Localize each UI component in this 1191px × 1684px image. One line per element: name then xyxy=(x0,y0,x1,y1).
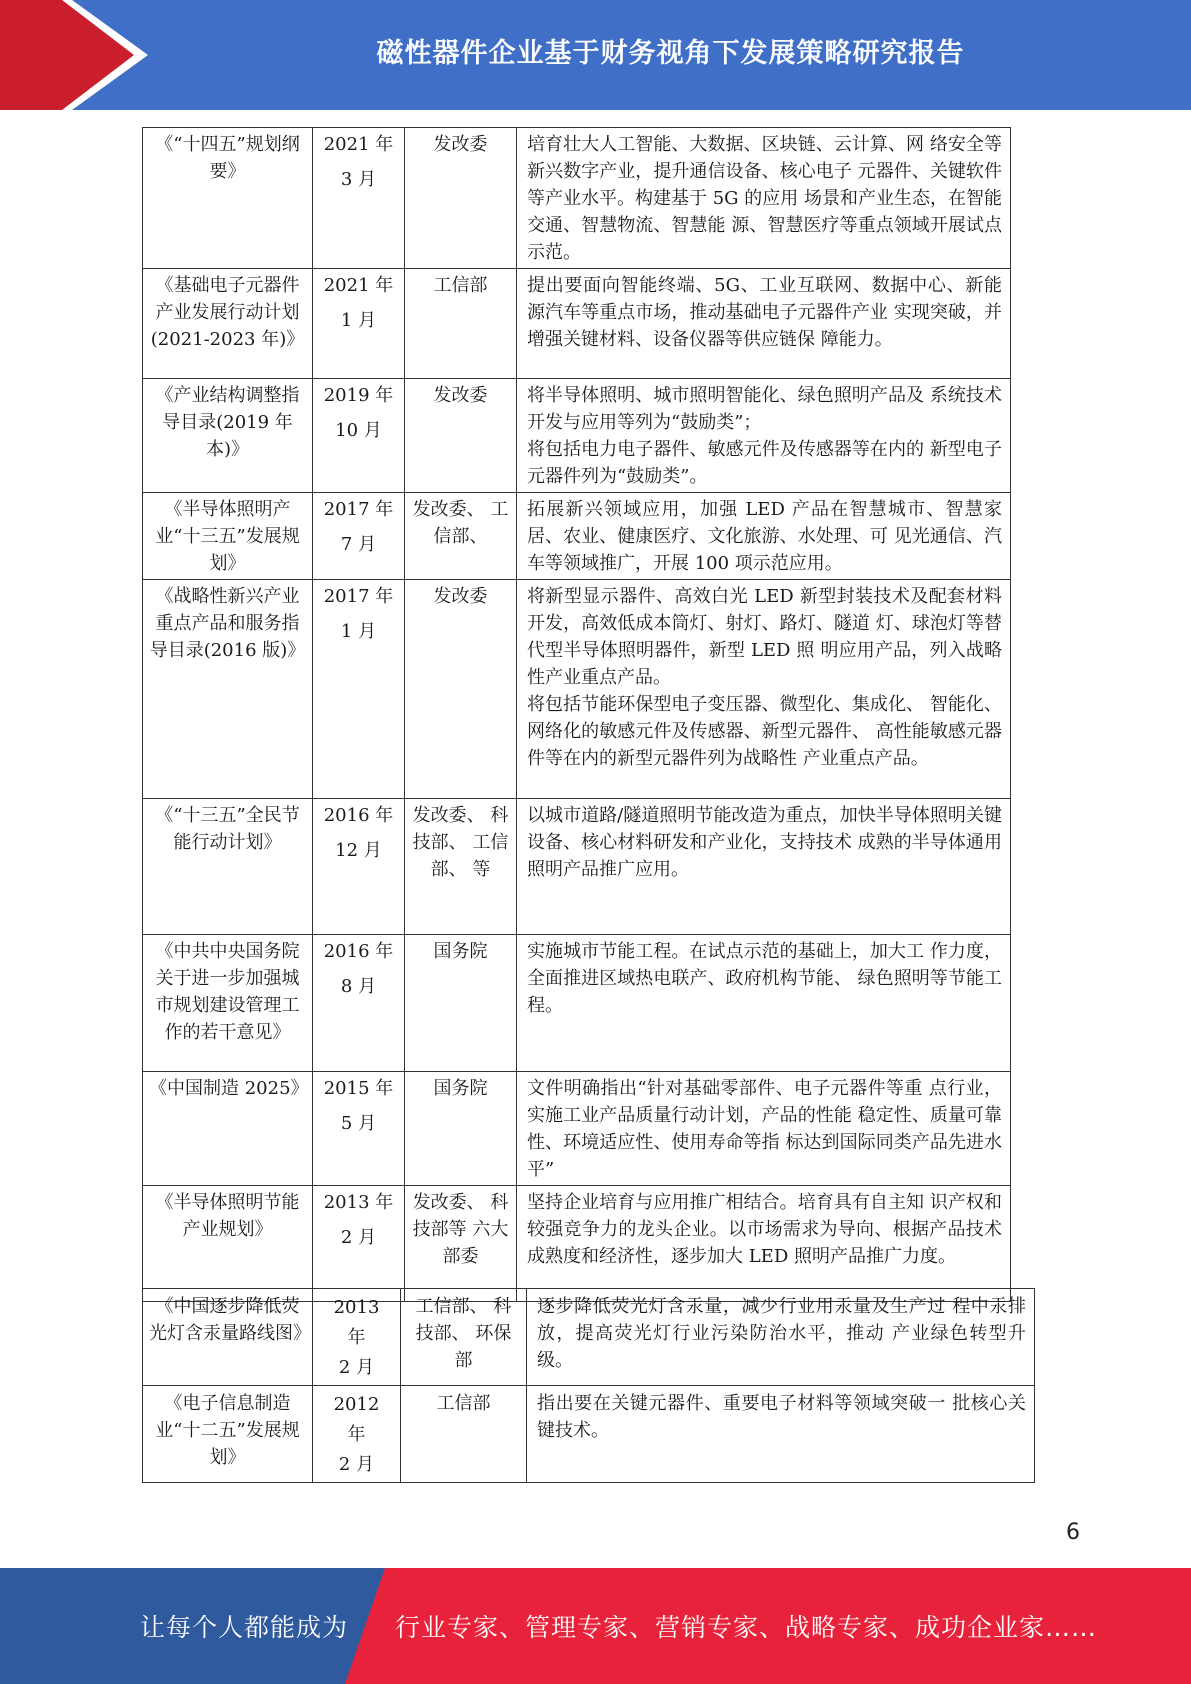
policy-date xyxy=(313,799,405,935)
date-month: 2 月 xyxy=(338,1357,375,1378)
policy-content: 实施城市节能工程。在试点示范的基础上，加大工 作力度，全面推进区域热电联产、政府机构节能、 绿色照明等节能工程。 xyxy=(517,935,1011,1072)
policy-department: 工信部 xyxy=(401,1386,527,1483)
policy-date xyxy=(313,1289,401,1386)
policy-name: 《基础电子元器件产业发展行动计划(2021-2023 年)》 xyxy=(143,269,313,379)
date-year: 2013 xyxy=(333,1297,380,1318)
date-year: 2016 年 xyxy=(323,941,394,962)
policy-date xyxy=(313,580,405,799)
page-footer xyxy=(0,1568,1191,1684)
policy-name: 《战略性新兴产业重点产品和服务指导目录(2016 版)》 xyxy=(143,580,313,799)
table-row xyxy=(143,1072,1011,1186)
date-year: 2017 年 xyxy=(323,499,394,520)
table-row xyxy=(143,1289,1035,1386)
document-title: 磁性器件企业基于财务视角下发展策略研究报告 xyxy=(376,37,965,69)
policy-department: 发改委 xyxy=(405,379,517,493)
policy-content: 逐步降低荧光灯含汞量，减少行业用汞量及生产过 程中汞排放，提高荧光灯行业污染防治水平，推动 产业绿色转型升级。 xyxy=(527,1289,1035,1386)
table-row xyxy=(143,379,1011,493)
date-year: 2015 年 xyxy=(323,1078,394,1099)
table-row xyxy=(143,269,1011,379)
policy-date xyxy=(313,1186,405,1302)
policy-date xyxy=(313,269,405,379)
policy-name: 《“十三五”全民节能行动计划》 xyxy=(143,799,313,935)
date-year-suffix: 年 xyxy=(347,1424,366,1445)
policy-date xyxy=(313,1386,401,1483)
policy-date xyxy=(313,128,405,269)
policy-department: 发改委 xyxy=(405,128,517,269)
table-row xyxy=(143,935,1011,1072)
policy-department: 工信部 xyxy=(405,269,517,379)
policy-department: 发改委、 科技部、 工信部、 等 xyxy=(405,799,517,935)
page-header xyxy=(0,0,1191,110)
policy-date xyxy=(313,1072,405,1186)
policy-department: 发改委、 科技部等 六大部委 xyxy=(405,1186,517,1302)
policy-date xyxy=(313,379,405,493)
date-month: 2 月 xyxy=(340,1227,377,1248)
date-year: 2021 年 xyxy=(323,134,394,155)
table-row xyxy=(143,493,1011,580)
date-year: 2021 年 xyxy=(323,275,394,296)
policy-name: 《中共中央国务院关于进一步加强城市规划建设管理工作的若干意见》 xyxy=(143,935,313,1072)
policy-table xyxy=(142,127,1011,1302)
date-year: 2016 年 xyxy=(323,805,394,826)
date-month: 5 月 xyxy=(340,1113,377,1134)
date-month: 1 月 xyxy=(340,310,377,331)
policy-date xyxy=(313,935,405,1072)
date-month: 3 月 xyxy=(340,169,377,190)
policy-name: 《中国制造 2025》 xyxy=(143,1072,313,1186)
page-number: 6 xyxy=(1066,1520,1080,1545)
date-year: 2019 年 xyxy=(323,385,394,406)
date-year: 2012 xyxy=(333,1394,380,1415)
policy-department: 国务院 xyxy=(405,935,517,1072)
policy-content: 文件明确指出“针对基础零部件、电子元器件等重 点行业，实施工业产品质量行动计划，产品的性能 稳定性、质量可靠性、环境适应性、使用寿命等指 标达到国际同类产品先进水平” xyxy=(517,1072,1011,1186)
policy-table-continued xyxy=(142,1288,1035,1483)
policy-name: 《半导体照明节能产业规划》 xyxy=(143,1186,313,1302)
policy-name: 《产业结构调整指导目录(2019 年本)》 xyxy=(143,379,313,493)
date-year: 2013 年 xyxy=(323,1192,394,1213)
footer-slogan-left: 让每个人都能成为 xyxy=(140,1613,349,1642)
policy-department: 工信部、 科技部、 环保部 xyxy=(401,1289,527,1386)
policy-content: 拓展新兴领域应用，加强 LED 产品在智慧城市、智慧家居、农业、健康医疗、文化旅游、水处理、可 见光通信、汽车等领域推广，开展 100 项示范应用。 xyxy=(517,493,1011,580)
policy-department: 发改委、 工信部、 xyxy=(405,493,517,580)
footer-slogan-right: 行业专家、管理专家、营销专家、战略专家、成功企业家…… xyxy=(395,1613,1098,1642)
table-row xyxy=(143,1386,1035,1483)
date-month: 10 月 xyxy=(335,420,382,441)
date-year-suffix: 年 xyxy=(347,1327,366,1348)
date-month: 1 月 xyxy=(340,621,377,642)
policy-content: 指出要在关键元器件、重要电子材料等领域突破一 批核心关键技术。 xyxy=(527,1386,1035,1483)
table-row xyxy=(143,128,1011,269)
table-row xyxy=(143,1186,1011,1302)
policy-name: 《“十四五”规划纲要》 xyxy=(143,128,313,269)
date-month: 7 月 xyxy=(340,534,377,555)
date-month: 12 月 xyxy=(335,840,382,861)
date-year: 2017 年 xyxy=(323,586,394,607)
policy-content: 坚持企业培育与应用推广相结合。培育具有自主知 识产权和较强竞争力的龙头企业。以市场需求为导向、根据产品技术成熟度和经济性，逐步加大 LED 照明产品推广力度。 xyxy=(517,1186,1011,1302)
policy-content: 将新型显示器件、高效白光 LED 新型封装技术及配套材料开发，高效低成本筒灯、射灯、路灯、隧道 灯、球泡灯等替代型半导体照明器件，新型 LED 照 明应用产品，列入战略性产业重点产品。 将包括节能环保型电子变压器、微型化、集成化、 智能化、网络化的敏感元件及传感器、新型元器件、 高性能敏感元器件等在内的新型元器件列为战略性 产业重点产品。 xyxy=(517,580,1011,799)
policy-content: 以城市道路/隧道照明节能改造为重点，加快半导体照明关键设备、核心材料研发和产业化，支持技术 成熟的半导体通用照明产品推广应用。 xyxy=(517,799,1011,935)
date-month: 2 月 xyxy=(338,1454,375,1475)
policy-content: 提出要面向智能终端、5G、工业互联网、数据中心、新能源汽车等重点市场，推动基础电子元器件产业 实现突破，并增强关键材料、设备仪器等供应链保 障能力。 xyxy=(517,269,1011,379)
date-month: 8 月 xyxy=(340,976,377,997)
policy-date xyxy=(313,493,405,580)
table-row xyxy=(143,580,1011,799)
table-row xyxy=(143,799,1011,935)
policy-content: 培育壮大人工智能、大数据、区块链、云计算、网 络安全等新兴数字产业，提升通信设备、核心电子 元器件、关键软件等产业水平。构建基于 5G 的应用 场景和产业生态，在智能交通、智慧物流、智慧能 源、智慧医疗等重点领域开展试点示范。 xyxy=(517,128,1011,269)
policy-name: 《电子信息制造业“十二五”发展规划》 xyxy=(143,1386,313,1483)
policy-name: 《中国逐步降低荧光灯含汞量路线图》 xyxy=(143,1289,313,1386)
policy-content: 将半导体照明、城市照明智能化、绿色照明产品及 系统技术开发与应用等列为“鼓励类”； 将包括电力电子器件、敏感元件及传感器等在内的 新型电子元器件列为“鼓励类”。 xyxy=(517,379,1011,493)
policy-department: 国务院 xyxy=(405,1072,517,1186)
policy-name: 《半导体照明产业“十三五”发展规划》 xyxy=(143,493,313,580)
policy-department: 发改委 xyxy=(405,580,517,799)
